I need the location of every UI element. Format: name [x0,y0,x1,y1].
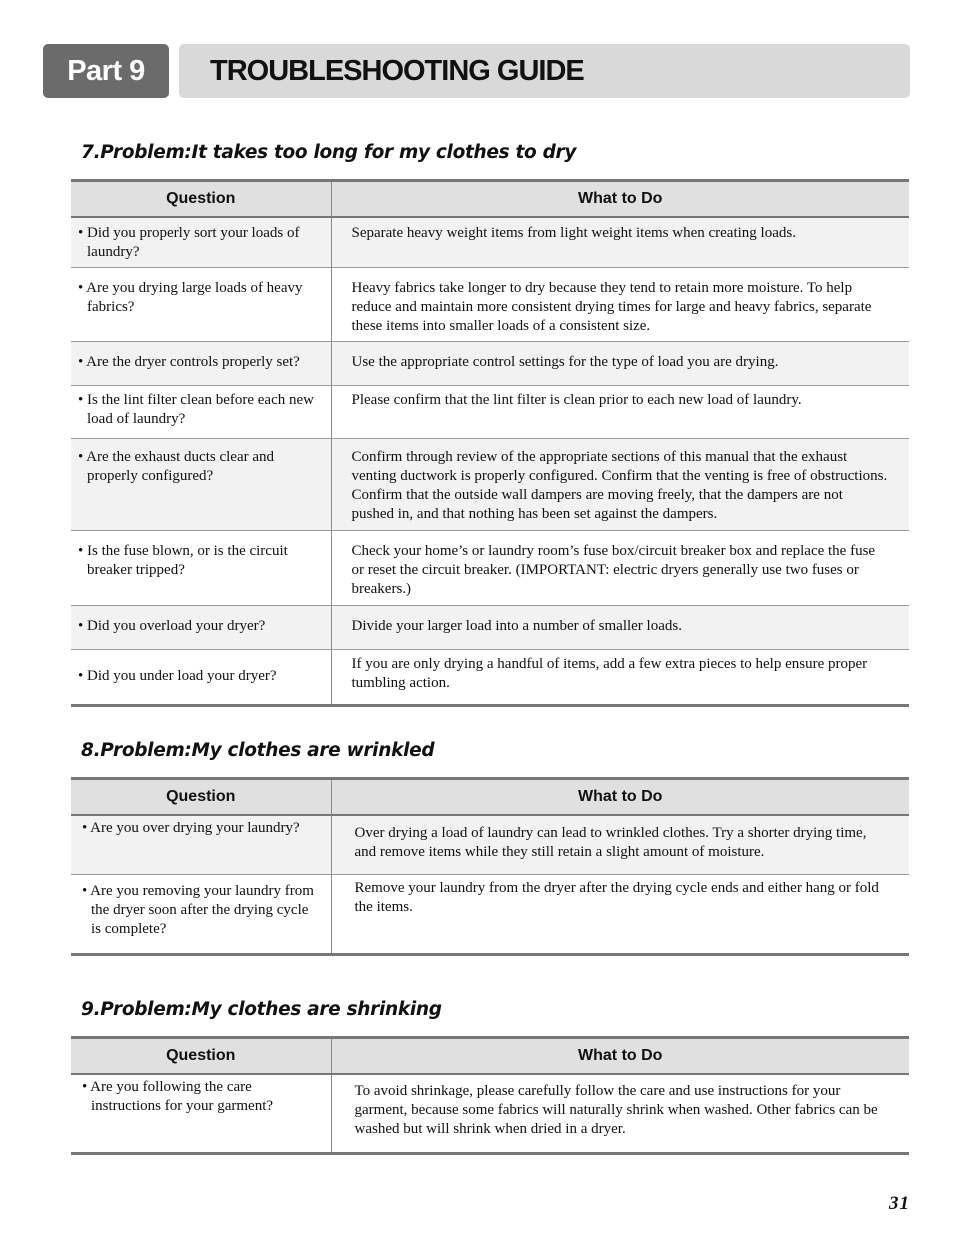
part-label: Part 9 [43,44,169,98]
column-header-question: Question [71,181,331,218]
page-number: 31 [889,1193,910,1214]
page-title: TROUBLESHOOTING GUIDE [210,55,584,87]
table-row [71,385,909,438]
answer-text: Separate heavy weight items from light weight items when creating loads. [351,225,796,241]
question-text: • Did you properly sort your loads of laundry? [78,225,300,260]
section-title-8: 8.Problem:My clothes are wrinkled [81,740,435,761]
table-row [71,815,909,874]
troubleshooting-table-8 [71,777,909,956]
troubleshooting-table-7 [71,179,909,707]
question-text: • Are you removing your laundry from the dryer soon after the drying cycle is complete? [82,882,314,937]
answer-text: Use the appropriate control settings for the type of load you are drying. [351,353,779,370]
question-text: • Are you following the care instructions for your garment? [82,1079,274,1114]
question-text: • Are you drying large loads of heavy fabrics? [78,279,303,315]
table-row [71,530,909,605]
page-title-bar [179,44,910,98]
column-header-what-to-do: What to Do [331,181,909,218]
table-row [71,874,909,954]
table-row [71,217,909,267]
section-title-7: 7.Problem:It takes too long for my clothes to dry [81,142,577,163]
table-row [71,341,909,385]
answer-text: Divide your larger load into a number of smaller loads. [351,617,682,634]
answer-text: Heavy fabrics take longer to dry because they tend to retain more moisture. To help reduce and maintain more consistent drying times for large and heavy fabrics, separate these items into smaller loads of a consistent size. [351,279,872,334]
table-row [71,438,909,530]
answer-text: Check your home’s or laundry room’s fuse box/circuit breaker box and replace the fuse or reset the circuit breaker. (IMPORTANT: electric dryers generally use two fuses or breakers.) [351,542,876,597]
question-text: • Did you under load your dryer? [78,668,277,684]
column-header-question: Question [71,1038,331,1075]
section-title-9: 9.Problem:My clothes are shrinking [81,999,442,1020]
column-header-what-to-do: What to Do [331,779,909,816]
question-text: • Are the exhaust ducts clear and properly configured? [78,448,275,484]
answer-text: Over drying a load of laundry can lead to wrinkled clothes. Try a shorter drying time, and remove items while they still retain a slight amount of moisture. [354,825,867,860]
question-text: • Did you overload your dryer? [78,617,266,634]
question-text: • Is the fuse blown, or is the circuit breaker tripped? [78,542,288,578]
question-text: • Are you over drying your laundry? [82,820,300,836]
answer-text: Remove your laundry from the dryer after the drying cycle ends and either hang or fold the items. [354,879,879,915]
troubleshooting-table-9 [71,1036,909,1155]
column-header-question: Question [71,779,331,816]
answer-text: Please confirm that the lint filter is clean prior to each new load of laundry. [351,391,802,408]
question-text: • Are the dryer controls properly set? [78,353,300,370]
table-row [71,605,909,649]
question-text: • Is the lint filter clean before each new load of laundry? [78,391,314,427]
answer-text: To avoid shrinkage, please carefully follow the care and use instructions for your garment, because some fabrics will naturally shrink when washed. Other fabrics can be washed but will shrink when dried in a dryer. [354,1083,878,1137]
table-row [71,267,909,341]
column-header-what-to-do: What to Do [331,1038,909,1075]
answer-text: Confirm through review of the appropriate sections of this manual that the exhaust venting ductwork is properly configured. Confirm that the venting is free of obstructions. Confirm that the outside wall dampers are moving freely, that the dampers are not pushed in, and that nothing has been set against the dampers. [351,448,888,522]
table-row [71,649,909,705]
answer-text: If you are only drying a handful of items, add a few extra pieces to help ensure proper tumbling action. [351,655,868,691]
table-row [71,1074,909,1153]
